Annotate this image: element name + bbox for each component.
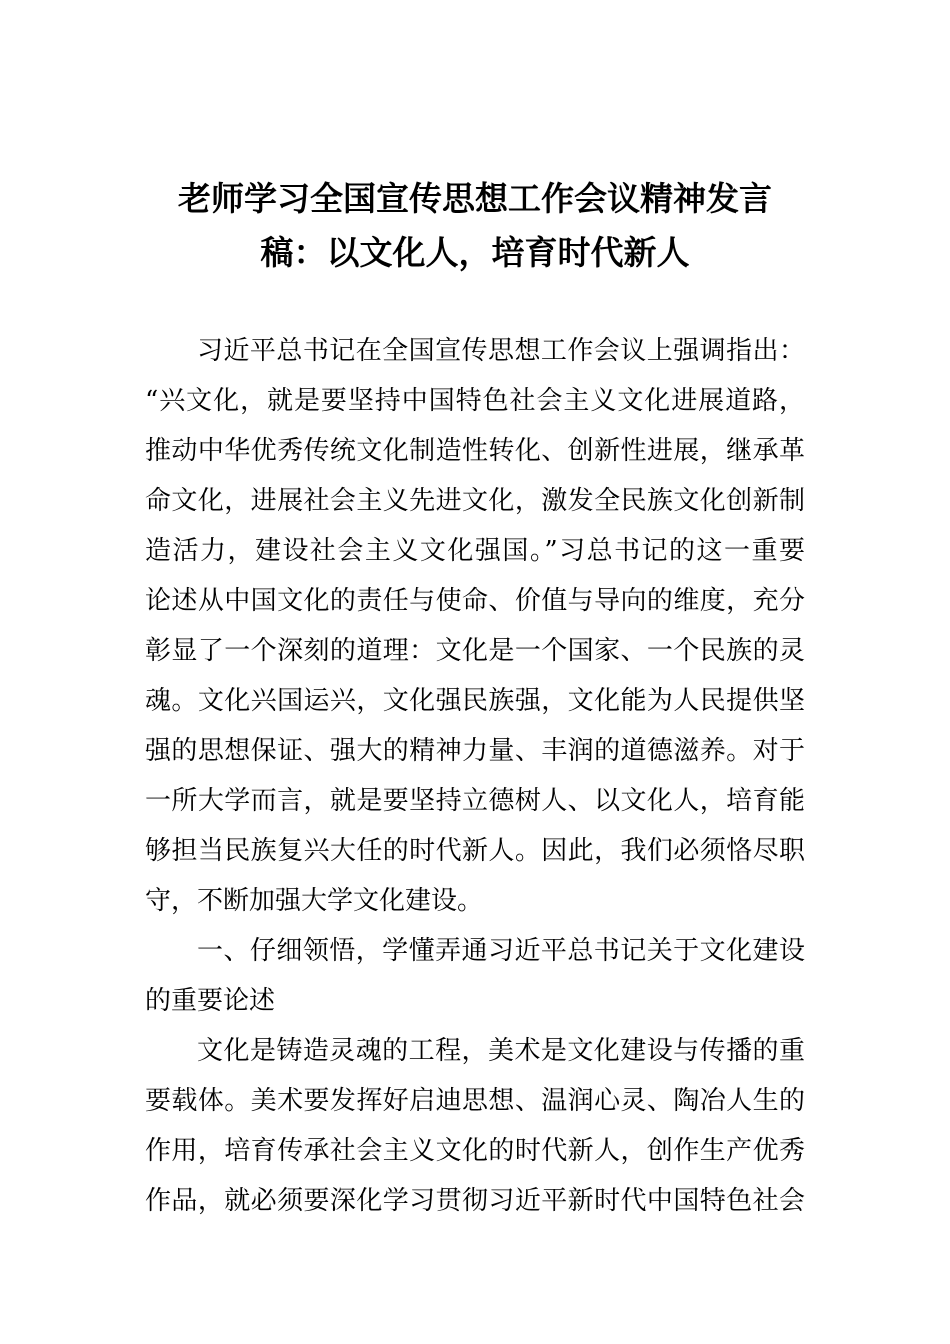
heading-line: 一、仔细领悟，学懂弄通习近平总书记关于文化建设 [197, 936, 805, 966]
paragraph-line: 够担当民族复兴大任的时代新人。因此，我们必须恪尽职 [145, 836, 805, 866]
paragraph-line: 强的思想保证、强大的精神力量、丰润的道德滋养。对于 [145, 736, 805, 766]
document-title [145, 172, 805, 280]
paragraph-intro [145, 326, 805, 926]
paragraph-line: 推动中华优秀传统文化制造性转化、创新性进展，继承革 [145, 436, 805, 466]
paragraph-art [145, 1026, 805, 1226]
paragraph-line: 命文化，进展社会主义先进文化，激发全民族文化创新制 [145, 486, 805, 516]
paragraph-line: 文化是铸造灵魂的工程，美术是文化建设与传播的重 [197, 1036, 805, 1066]
document-body [145, 326, 805, 1226]
paragraph-line: 造活力，建设社会主义文化强国。”习总书记的这一重要 [145, 536, 805, 566]
section-heading [145, 926, 805, 1026]
paragraph-line: “兴文化，就是要坚持中国特色社会主义文化进展道路， [145, 386, 805, 416]
paragraph-line: 魂。文化兴国运兴，文化强民族强，文化能为人民提供坚 [145, 686, 805, 716]
heading-line: 的重要论述 [145, 986, 276, 1016]
paragraph-line: 习近平总书记在全国宣传思想工作会议上强调指出： [197, 336, 805, 366]
title-line: 老师学习全国宣传思想工作会议精神发言 [178, 179, 772, 218]
paragraph-line: 论述从中国文化的责任与使命、价值与导向的维度，充分 [145, 586, 805, 616]
paragraph-line: 守，不断加强大学文化建设。 [145, 886, 484, 916]
paragraph-line: 作用，培育传承社会主义文化的时代新人，创作生产优秀 [145, 1136, 805, 1166]
paragraph-line: 作品，就必须要深化学习贯彻习近平新时代中国特色社会 [145, 1186, 805, 1216]
paragraph-line: 彰显了一个深刻的道理：文化是一个国家、一个民族的灵 [145, 636, 805, 666]
paragraph-line: 一所大学而言，就是要坚持立德树人、以文化人，培育能 [145, 786, 805, 816]
paragraph-line: 要载体。美术要发挥好启迪思想、温润心灵、陶冶人生的 [145, 1086, 805, 1116]
title-line: 稿：以文化人，培育时代新人 [260, 233, 690, 272]
